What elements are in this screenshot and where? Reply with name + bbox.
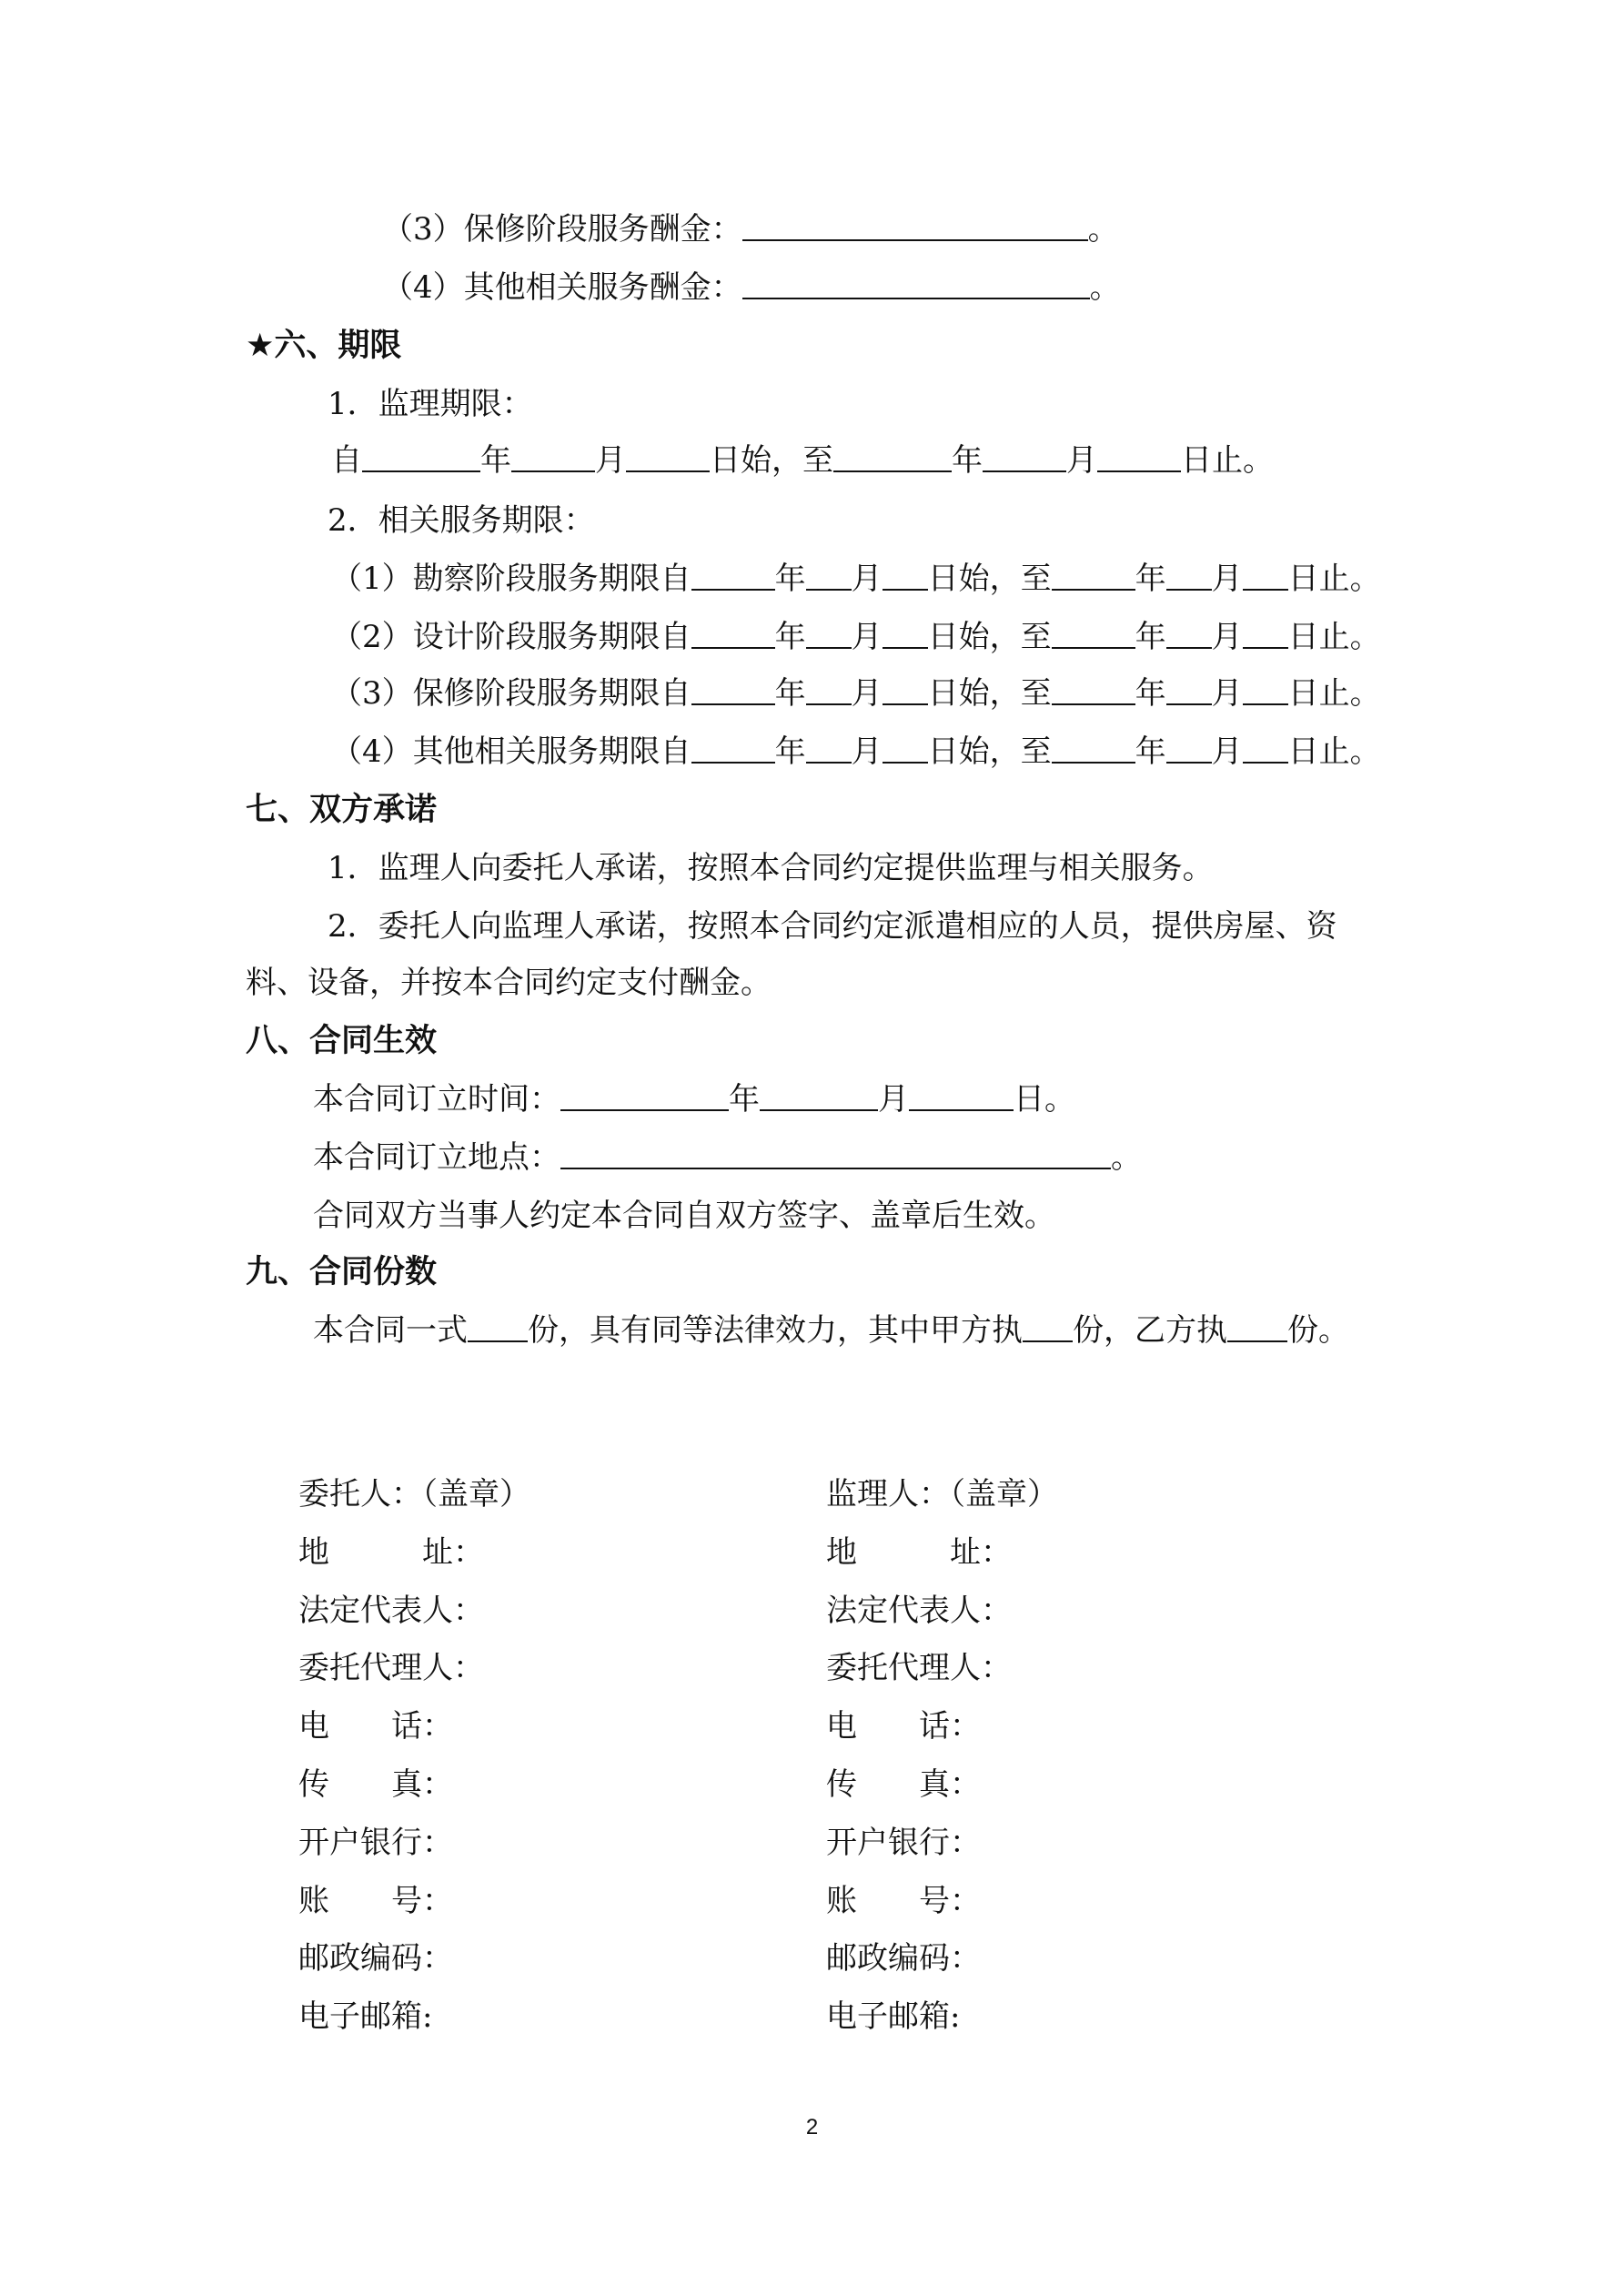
client-email-label: 电子邮箱: xyxy=(298,1998,433,2036)
supervisor-postcode-label: 邮政编码： xyxy=(826,1940,981,1977)
client-bank-label: 开户银行： xyxy=(298,1824,453,1861)
supervisor-address-label: 地 址： xyxy=(826,1533,1012,1571)
fee-item-4: （4）其他相关服务酬金： 。 xyxy=(382,269,1121,306)
service1-start-year-blank[interactable] xyxy=(691,561,775,591)
contract-place-row: 本合同订立地点： 。 xyxy=(313,1139,1142,1176)
service-period-row: （4）其他相关服务期限自 年 月 日始，至 年 月 日止。 xyxy=(331,733,1381,770)
service2-start-month-blank[interactable] xyxy=(806,620,852,649)
service2-start-day-blank[interactable] xyxy=(883,620,928,649)
service2-end-year-blank[interactable] xyxy=(1052,620,1135,649)
client-seal-label: 委托人：（盖章） xyxy=(298,1476,530,1512)
service-period-row: （2）设计阶段服务期限自 年 月 日始，至 年 月 日止。 xyxy=(331,619,1381,655)
section7-paragraph-1: 1．监理人向委托人承诺，按照本合同约定提供监理与相关服务。 xyxy=(328,850,1214,886)
fee-item-4-label: （4）其他相关服务酬金： xyxy=(382,269,742,306)
supervision-start-month-blank[interactable] xyxy=(511,443,595,472)
contract-year-blank[interactable] xyxy=(560,1082,729,1111)
supervisor-phone-label: 电 话： xyxy=(826,1708,981,1745)
section8-title: 八、合同生效 xyxy=(246,1023,438,1059)
service1-start-day-blank[interactable] xyxy=(883,561,928,591)
total-copies-blank[interactable] xyxy=(468,1313,528,1342)
fee-item-4-blank[interactable] xyxy=(742,270,1090,299)
section9-title: 九、合同份数 xyxy=(246,1254,438,1290)
fee-item-3: （3）保修阶段服务酬金： 。 xyxy=(382,211,1119,248)
page-number: 2 xyxy=(805,2115,819,2139)
supervisor-legal-rep-label: 法定代表人： xyxy=(826,1592,1012,1629)
service3-start-year-blank[interactable] xyxy=(691,676,775,705)
contract-place-blank[interactable] xyxy=(560,1140,1111,1169)
service4-start-month-blank[interactable] xyxy=(806,734,852,764)
client-postcode-label: 邮政编码： xyxy=(298,1940,453,1977)
client-signature-block xyxy=(298,1476,772,2057)
service1-end-month-blank[interactable] xyxy=(1166,561,1212,591)
supervision-end-month-blank[interactable] xyxy=(983,443,1066,472)
service2-end-month-blank[interactable] xyxy=(1166,620,1212,649)
service4-end-month-blank[interactable] xyxy=(1166,734,1212,764)
supervisor-account-label: 账 号： xyxy=(826,1882,981,1919)
supervisor-signature-block xyxy=(826,1476,1299,2057)
fee-item-3-label: （3）保修阶段服务酬金： xyxy=(382,211,742,248)
supervisor-agent-label: 委托代理人： xyxy=(826,1650,1012,1687)
service1-start-month-blank[interactable] xyxy=(806,561,852,591)
client-agent-label: 委托代理人： xyxy=(298,1650,484,1687)
copies-row: 本合同一式 份，具有同等法律效力，其中甲方执 份，乙方执 份。 xyxy=(313,1312,1349,1349)
section6-title: ★六、期限 xyxy=(246,328,402,364)
service-period-row: （3）保修阶段服务期限自 年 月 日始，至 年 月 日止。 xyxy=(331,675,1381,712)
client-account-label: 账 号： xyxy=(298,1882,453,1919)
service4-end-day-blank[interactable] xyxy=(1243,734,1288,764)
supervisor-seal-label: 监理人：（盖章） xyxy=(826,1476,1058,1512)
service-period-label: 2．相关服务期限： xyxy=(328,502,595,539)
service3-end-year-blank[interactable] xyxy=(1052,676,1135,705)
supervision-start-year-blank[interactable] xyxy=(362,443,480,472)
contract-effect-text: 合同双方当事人约定本合同自双方签字、盖章后生效。 xyxy=(313,1198,1055,1234)
service3-end-day-blank[interactable] xyxy=(1243,676,1288,705)
service4-start-day-blank[interactable] xyxy=(883,734,928,764)
contract-month-blank[interactable] xyxy=(760,1082,878,1111)
supervision-end-year-blank[interactable] xyxy=(833,443,952,472)
service2-start-year-blank[interactable] xyxy=(691,620,775,649)
service3-end-month-blank[interactable] xyxy=(1166,676,1212,705)
supervision-end-day-blank[interactable] xyxy=(1097,443,1181,472)
section7-title: 七、双方承诺 xyxy=(246,792,438,828)
supervision-period-label: 1．监理期限： xyxy=(328,386,533,422)
service1-end-year-blank[interactable] xyxy=(1052,561,1135,591)
supervision-period-row: 自 年 月 日始，至 年 月 日止。 xyxy=(331,442,1274,479)
service3-start-day-blank[interactable] xyxy=(883,676,928,705)
section7-paragraph-2: 2．委托人向监理人承诺，按照本合同约定派遣相应的人员，提供房屋、资 xyxy=(328,908,1337,945)
service2-end-day-blank[interactable] xyxy=(1243,620,1288,649)
section7-paragraph-2-continued: 料、设备，并按本合同约定支付酬金。 xyxy=(246,965,772,1001)
service4-start-year-blank[interactable] xyxy=(691,734,775,764)
client-legal-rep-label: 法定代表人： xyxy=(298,1592,484,1629)
supervision-start-day-blank[interactable] xyxy=(626,443,710,472)
service1-end-day-blank[interactable] xyxy=(1243,561,1288,591)
fee-item-3-blank[interactable] xyxy=(742,212,1088,241)
service-period-row: （1）勘察阶段服务期限自 年 月 日始，至 年 月 日止。 xyxy=(331,561,1381,597)
contract-date-row: 本合同订立时间： 年 月 日。 xyxy=(313,1081,1075,1118)
party-b-copies-blank[interactable] xyxy=(1227,1313,1287,1342)
party-a-copies-blank[interactable] xyxy=(1023,1313,1073,1342)
service4-end-year-blank[interactable] xyxy=(1052,734,1135,764)
contract-day-blank[interactable] xyxy=(909,1082,1014,1111)
client-phone-label: 电 话： xyxy=(298,1708,453,1745)
supervisor-fax-label: 传 真： xyxy=(826,1765,981,1803)
supervisor-email-label: 电子邮箱: xyxy=(826,1998,961,2036)
supervisor-bank-label: 开户银行： xyxy=(826,1824,981,1861)
service3-start-month-blank[interactable] xyxy=(806,676,852,705)
client-fax-label: 传 真： xyxy=(298,1765,453,1803)
client-address-label: 地 址： xyxy=(298,1533,484,1571)
